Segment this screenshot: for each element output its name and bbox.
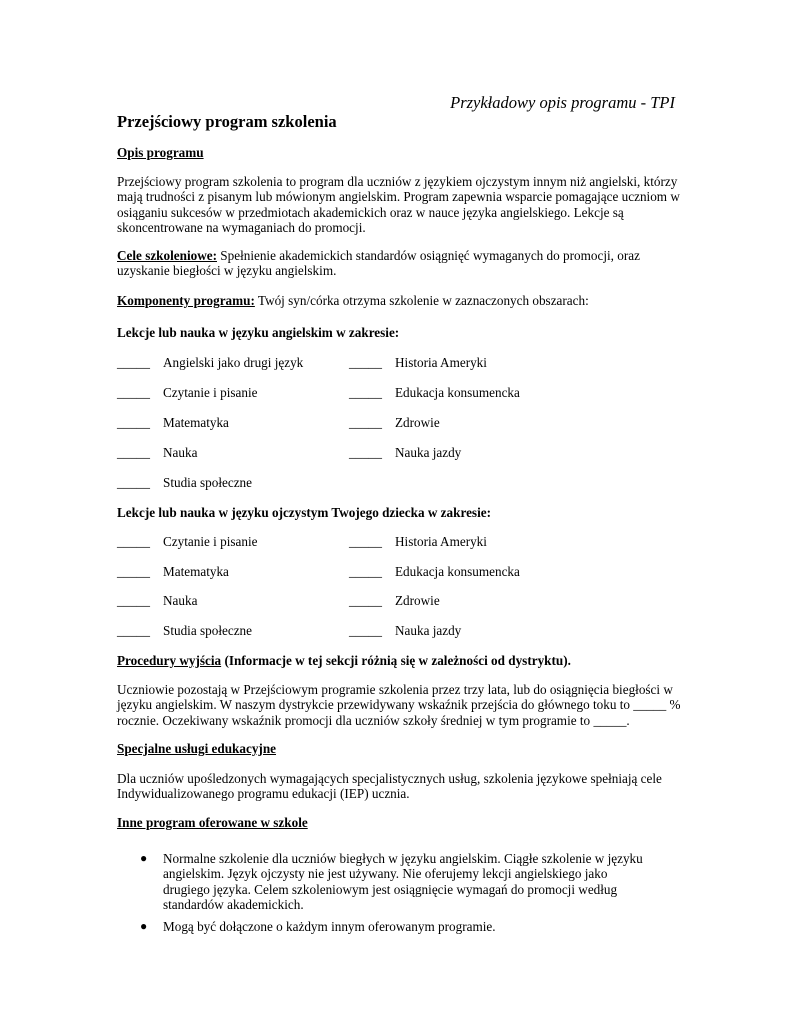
checkbox-blank[interactable]: _____ <box>349 564 382 579</box>
checkbox-blank[interactable]: _____ <box>349 445 382 460</box>
checkbox-blank[interactable]: _____ <box>349 534 382 549</box>
checkbox-blank[interactable]: _____ <box>349 623 382 638</box>
checkbox-blank[interactable]: _____ <box>349 355 382 370</box>
bullet-icon: ● <box>140 851 148 865</box>
list-item <box>117 851 657 913</box>
checkbox-blank[interactable]: _____ <box>117 623 150 638</box>
procedury-note: (Informacje w tej sekcji różnią się w zależności od dystryktu). <box>221 653 571 668</box>
procedury-text-part2: % rocznie. Oczekiwany wskaźnik promocji dla uczniów szkoły średniej w tym programie to <box>117 697 681 728</box>
cele-label: Cele szkoleniowe: <box>117 248 217 263</box>
procedury-text <box>117 682 682 728</box>
native-row <box>117 623 677 639</box>
english-row <box>117 445 677 461</box>
english-row <box>117 415 677 431</box>
subject-label: Zdrowie <box>395 415 440 430</box>
page-title: Przejściowy program szkolenia <box>117 112 337 131</box>
komponenty-paragraph <box>117 293 682 308</box>
specjalne-heading: Specjalne usługi edukacyjne <box>117 741 277 756</box>
subject-label: Edukacja konsumencka <box>395 385 520 400</box>
subject-label: Nauka <box>163 593 198 608</box>
opis-text: Przejściowy program szkolenia to program dla uczniów z językiem ojczystym innym niż angielski, którzy mają trudności z pisanym lub mówionym angielskim. Program zapewnia wsparcie pomagające uczniom w osiąganiu sukcesów w przedmiotach akademickich oraz w nauce języka angielskiego. Lekcje są skoncentrowane na wymaganiach do promocji. <box>117 174 680 236</box>
inne-heading: Inne program oferowane w szkole <box>117 815 308 830</box>
checkbox-blank[interactable]: _____ <box>117 415 150 430</box>
section-heading-opis <box>117 145 682 160</box>
subject-label: Matematyka <box>163 415 229 430</box>
subject-label: Studia społeczne <box>163 623 252 638</box>
list-item <box>117 919 657 934</box>
native-section-heading: Lekcje lub nauka w języku ojczystym Twojego dziecka w zakresie: <box>117 505 491 520</box>
english-row <box>117 355 677 371</box>
inne-bullet-list <box>117 851 657 940</box>
cele-paragraph <box>117 248 682 279</box>
english-section-heading: Lekcje lub nauka w języku angielskim w zakresie: <box>117 325 400 340</box>
subject-label: Studia społeczne <box>163 475 252 490</box>
checkbox-blank[interactable]: _____ <box>117 534 150 549</box>
cele-text: Spełnienie akademickich standardów osiągnięć wymaganych do promocji, oraz uzyskanie biegłości w języku angielskim. <box>117 248 640 279</box>
procedury-text-part1: Uczniowie pozostają w Przejściowym programie szkolenia przez trzy lata, lub do osiągnięcia biegłości w języku angielskim. W naszym dystrykcie przewidywany wskaźnik przejścia do głównego toku to <box>117 682 673 713</box>
list-item-text: Mogą być dołączone o każdym innym oferowanym programie. <box>163 918 496 934</box>
subject-label: Czytanie i pisanie <box>163 534 258 549</box>
bullet-icon: ● <box>140 918 148 933</box>
promotion-rate-blank[interactable]: _____ <box>593 712 627 728</box>
checkbox-blank[interactable]: _____ <box>117 564 150 579</box>
list-item-text: Normalne szkolenie dla uczniów biegłych w języku angielskim. Ciągłe szkolenie w języku angielskim. Język ojczysty nie jest używany. Nie oferujemy lekcji angielskiego jako drugiego języka. Celem szkoleniowym jest osiągnięcie wymagań do promocji według standardów akademickich. <box>163 851 643 913</box>
checkbox-blank[interactable]: _____ <box>117 475 150 490</box>
checkbox-blank[interactable]: _____ <box>117 355 150 370</box>
subject-label: Historia Ameryki <box>395 534 487 549</box>
procedury-text-end: . <box>626 712 630 728</box>
english-row <box>117 385 677 401</box>
komponenty-label: Komponenty programu: <box>117 293 255 308</box>
opis-heading: Opis programu <box>117 145 204 160</box>
procedury-label: Procedury wyjścia <box>117 653 222 668</box>
checkbox-blank[interactable]: _____ <box>117 445 150 460</box>
subject-label: Nauka jazdy <box>395 445 462 460</box>
subject-label: Zdrowie <box>395 593 440 608</box>
native-row <box>117 564 677 580</box>
subject-label: Czytanie i pisanie <box>163 385 258 400</box>
checkbox-blank[interactable]: _____ <box>117 385 150 400</box>
inne-heading-line <box>117 815 682 830</box>
checkbox-blank[interactable]: _____ <box>117 593 150 608</box>
procedury-heading-line <box>117 653 682 668</box>
subject-label: Nauka jazdy <box>395 623 462 638</box>
rate-blank[interactable]: _____ <box>633 697 667 713</box>
native-row <box>117 534 677 550</box>
checkbox-blank[interactable]: _____ <box>349 593 382 608</box>
subject-label: Angielski jako drugi język <box>163 355 304 370</box>
document-header: Przykładowy opis programu - TPI <box>450 93 675 112</box>
english-row <box>117 475 677 491</box>
specjalne-text: Dla uczniów upośledzonych wymagających specjalistycznych usług, szkolenia językowe spełniają cele Indywidualizowanego programu edukacji (IEP) ucznia. <box>117 771 662 802</box>
subject-label: Matematyka <box>163 564 229 579</box>
checkbox-blank[interactable]: _____ <box>349 415 382 430</box>
native-row <box>117 593 677 609</box>
subject-label: Nauka <box>163 445 198 460</box>
komponenty-text: Twój syn/córka otrzyma szkolenie w zaznaczonych obszarach: <box>254 293 589 308</box>
subject-label: Historia Ameryki <box>395 355 487 370</box>
subject-label: Edukacja konsumencka <box>395 564 520 579</box>
checkbox-blank[interactable]: _____ <box>349 385 382 400</box>
specjalne-heading-line <box>117 741 682 756</box>
